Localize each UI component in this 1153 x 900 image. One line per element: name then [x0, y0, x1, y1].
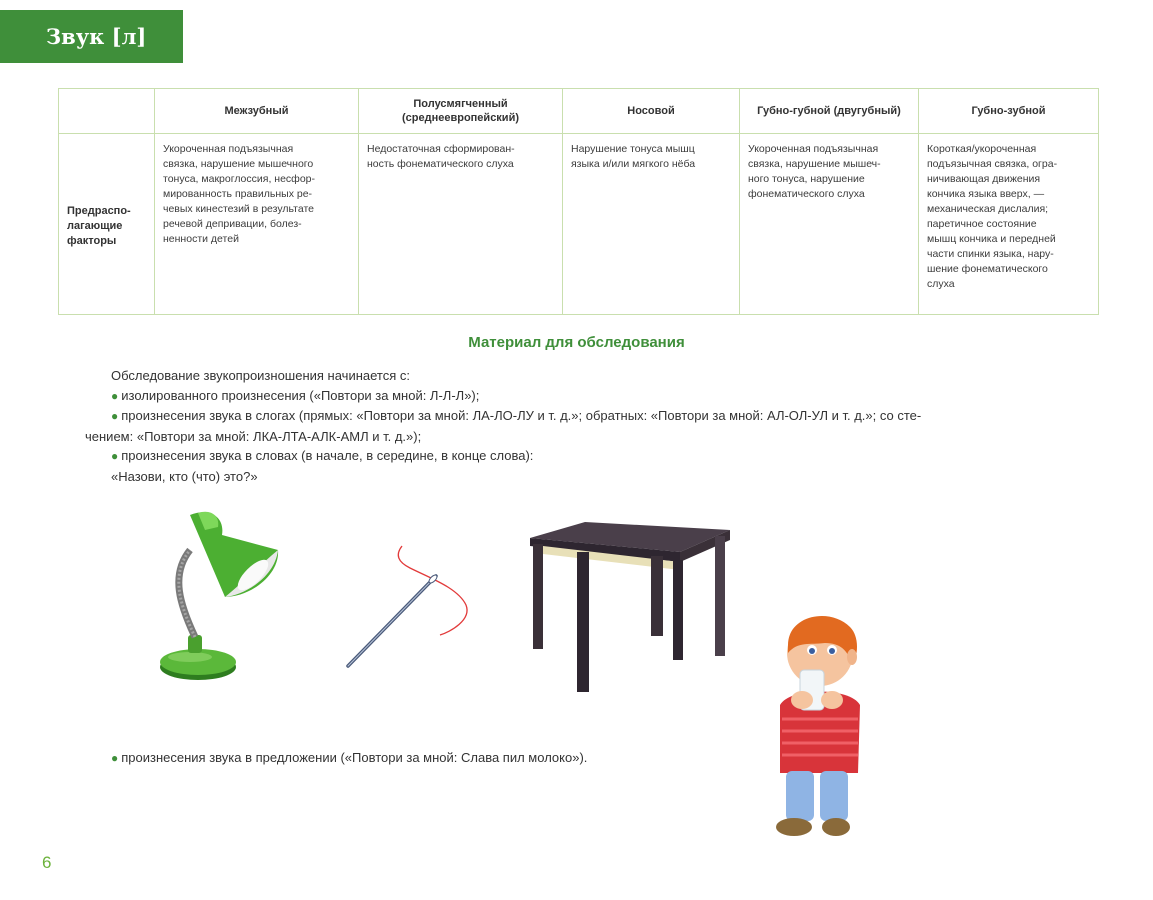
bullet-icon: ●	[111, 388, 119, 403]
page-number: 6	[42, 853, 52, 872]
column-header: Губно-зубной	[919, 89, 1099, 134]
bullet-icon: ●	[111, 449, 119, 463]
list-item-continuation: чением: «Повтори за мной: ЛКА-ЛТА-АЛК-АМЛ и т. д.»);	[85, 428, 422, 444]
lamp-illustration	[150, 505, 285, 685]
section-title: Материал для обследования	[468, 334, 685, 351]
table-cell: Недостаточная сформирован- ность фонематического слуха	[359, 134, 563, 315]
boy-drinking-milk-illustration	[750, 605, 870, 850]
column-header: Полусмягченный (среднеевропейский)	[359, 89, 563, 134]
table-cell: Укороченная подъязычная связка, нарушение мышечного тонуса, макроглоссия, несфор- мированность правильных ре- чевых кинестезий в результате речевой депривации, болез- ненности детей	[155, 134, 359, 315]
prompt-text: «Назови, кто (что) это?»	[111, 468, 258, 484]
list-item	[111, 750, 587, 765]
needle-and-thread-illustration	[340, 540, 475, 675]
list-item-text: произнесения звука в предложении («Повтори за мной: Слава пил молоко»).	[121, 750, 588, 765]
table-cell: Нарушение тонуса мышц языка и/или мягкого нёба	[563, 134, 740, 315]
page-title: Звук [л]	[0, 10, 183, 63]
table-row	[59, 134, 1099, 315]
table-corner-cell	[59, 89, 155, 134]
bullet-icon: ●	[111, 751, 119, 765]
intro-text: Обследование звукопроизношения начинается с:	[111, 368, 410, 383]
column-header: Носовой	[563, 89, 740, 134]
list-item	[85, 446, 1075, 467]
list-item	[85, 386, 1075, 407]
table-cell: Укороченная подъязычная связка, нарушение мышеч- ного тонуса, нарушение фонематического слуха	[740, 134, 919, 315]
list-item	[85, 406, 1075, 427]
list-item-text: произнесения звука в слогах (прямых: «Повтори за мной: ЛА-ЛО-ЛУ и т. д.»; обратных: «Повтори за мной: АЛ-ОЛ-УЛ и т. д.»; со сте-	[121, 408, 922, 423]
bullet-icon: ●	[111, 409, 119, 423]
list-item-text: изолированного произнесения («Повтори за мной: Л-Л-Л»);	[121, 387, 480, 403]
factors-table	[58, 88, 1099, 315]
column-header: Межзубный	[155, 89, 359, 134]
list-item-text: произнесения звука в словах (в начале, в середине, в конце слова):	[121, 448, 534, 463]
table-cell: Короткая/укороченная подъязычная связка, огра- ничивающая движения кончика языка вверх, — механическая дислалия; паретичное состояние мышц кончика и передней части спинки языка, нару- шение фонематического слуха	[919, 134, 1099, 315]
table-illustration	[525, 518, 735, 693]
column-header: Губно-губной (двугубный)	[740, 89, 919, 134]
row-label: Предраспо- лагающие факторы	[59, 134, 155, 315]
exam-instructions	[85, 366, 1075, 486]
table-header-row	[59, 89, 1099, 134]
